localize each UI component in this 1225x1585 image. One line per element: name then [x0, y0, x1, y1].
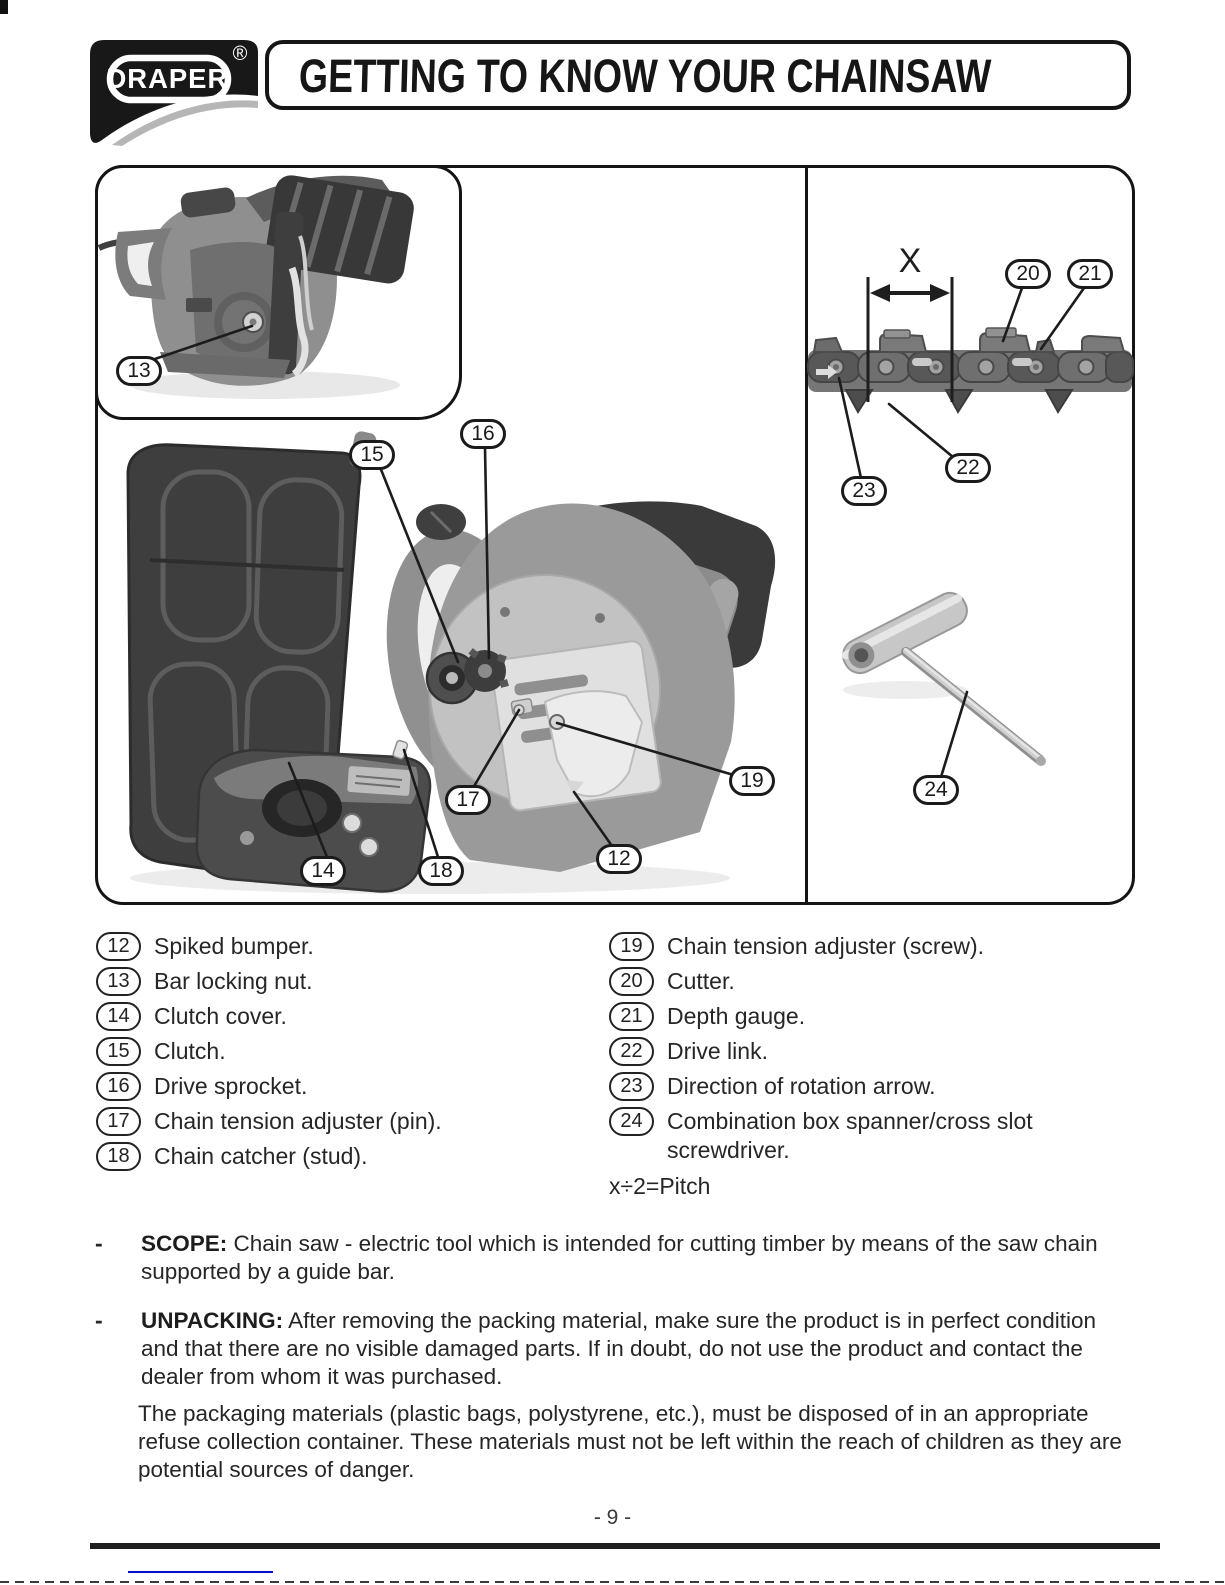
part-number-badge: 22	[609, 1037, 654, 1066]
part-number-badge: 16	[96, 1072, 141, 1101]
logo-wordmark: DRAPER	[106, 62, 229, 95]
part-label: Direction of rotation arrow.	[667, 1073, 936, 1099]
callout-17: 17	[445, 785, 491, 815]
part-row-14	[96, 1002, 601, 1031]
callout-16: 16	[460, 419, 506, 449]
callout-21: 21	[1067, 259, 1113, 289]
part-row-22	[609, 1037, 1129, 1066]
scope-section	[141, 1230, 1126, 1286]
callout-15: 15	[349, 440, 395, 470]
part-row-19	[609, 932, 1129, 961]
chain-drive-links	[846, 390, 1072, 412]
part-number-badge: 19	[609, 932, 654, 961]
pitch-formula-note: x÷2=Pitch	[609, 1173, 711, 1199]
arrowhead-left	[870, 284, 890, 302]
part-number-badge: 14	[96, 1002, 141, 1031]
parts-list-right-column	[609, 932, 1129, 1200]
packaging-note: The packaging materials (plastic bags, polystyrene, etc.), must be disposed of in an appropriate refuse collection container. These materials must not be left within the reach of children as they are potential sources of danger.	[138, 1401, 1122, 1482]
box-spanner-photo	[838, 587, 1046, 766]
part-number-badge: 24	[609, 1107, 654, 1136]
callout-20: 20	[1005, 259, 1051, 289]
part-row-20	[609, 967, 1129, 996]
part-row-13	[96, 967, 601, 996]
part-row-23	[609, 1072, 1129, 1101]
callout-22: 22	[945, 453, 991, 483]
part-number-badge: 15	[96, 1037, 141, 1066]
part-row-17	[96, 1107, 601, 1136]
parts-list-left-column	[96, 932, 601, 1177]
callout-19: 19	[729, 766, 775, 796]
part-row-16	[96, 1072, 601, 1101]
part-label: Combination box spanner/cross slot screwdriver.	[667, 1108, 1033, 1163]
unpacking-label: UNPACKING:	[141, 1308, 284, 1333]
part-label: Drive sprocket.	[154, 1073, 308, 1099]
callout-23: 23	[841, 476, 887, 506]
part-row-21	[609, 1002, 1129, 1031]
chain-closeup-photo	[808, 328, 1133, 412]
exploded-view-photo	[128, 430, 775, 894]
registered-trademark-symbol: ®	[232, 43, 248, 65]
part-number-badge: 21	[609, 1002, 654, 1031]
draper-logo	[88, 38, 260, 146]
callout-24: 24	[913, 775, 959, 805]
footer-rule	[90, 1543, 1160, 1549]
callout-18: 18	[418, 856, 464, 886]
page-number: - 9 -	[593, 1506, 632, 1529]
part-number-badge: 23	[609, 1072, 654, 1101]
part-row-15	[96, 1037, 601, 1066]
page-title-box	[265, 40, 1131, 110]
part-label: Depth gauge.	[667, 1003, 806, 1029]
saw-body-exploded	[367, 501, 775, 872]
footer-blue-link-line	[128, 1571, 273, 1573]
scan-edge-artifact	[0, 1581, 1225, 1583]
callout-13: 13	[116, 356, 162, 386]
scope-bullet: -	[95, 1230, 103, 1256]
part-row-24	[609, 1107, 1129, 1165]
part-number-badge: 12	[96, 932, 141, 961]
part-label: Chain catcher (stud).	[154, 1143, 368, 1169]
part-label: Spiked bumper.	[154, 933, 314, 959]
chain-cutters	[814, 328, 1124, 352]
part-label: Clutch cover.	[154, 1003, 287, 1029]
part-label: Chain tension adjuster (pin).	[154, 1108, 442, 1134]
part-label: Chain tension adjuster (screw).	[667, 933, 985, 959]
scope-text: Chain saw - electric tool which is intended for cutting timber by means of the saw chain supported by a guide bar.	[141, 1231, 1098, 1284]
cover-sticker	[347, 766, 411, 796]
part-number-badge: 13	[96, 967, 141, 996]
label-sticker	[186, 298, 212, 312]
part-label: Bar locking nut.	[154, 968, 313, 994]
unpacking-section	[141, 1307, 1126, 1391]
part-row-18	[96, 1142, 601, 1171]
unpacking-text: After removing the packing material, make sure the product is in perfect condition and that there are no visible damaged parts. If in doubt, do not use the product and contact the dealer from whom it was purchased.	[141, 1308, 1096, 1389]
scan-artifact-mark	[0, 0, 8, 14]
part-label: Clutch.	[154, 1038, 226, 1064]
scope-label: SCOPE:	[141, 1231, 228, 1256]
part-number-badge: 17	[96, 1107, 141, 1136]
callout-14: 14	[300, 856, 346, 886]
part-label: Cutter.	[667, 968, 735, 994]
page-title: GETTING TO KNOW YOUR CHAINSAW	[298, 48, 992, 102]
unpacking-bullet: -	[95, 1307, 103, 1333]
spanner-tip	[1036, 756, 1046, 766]
arrowhead-right	[930, 284, 950, 302]
pitch-x-label: X	[898, 242, 922, 280]
part-label: Drive link.	[667, 1038, 768, 1064]
part-number-badge: 20	[609, 967, 654, 996]
part-row-12	[96, 932, 601, 961]
diagram-artwork	[95, 165, 1135, 905]
callout-12: 12	[596, 844, 642, 874]
part-number-badge: 18	[96, 1142, 141, 1171]
